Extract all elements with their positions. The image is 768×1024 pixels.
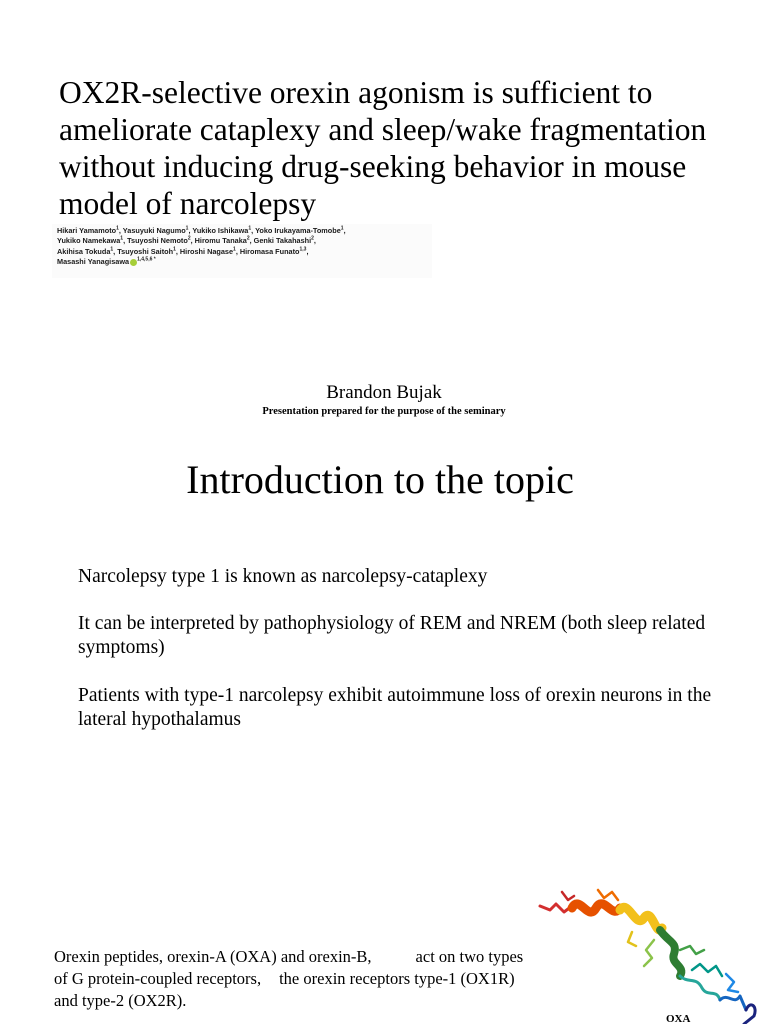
helix-yellow (620, 907, 662, 930)
coil-teal (680, 976, 720, 1000)
intro-bullet-2: It can be interpreted by pathophysiology of REM and NREM (both sleep related symptoms) (78, 613, 706, 658)
author-name: Hikari Yamamoto (57, 226, 117, 235)
author-name: Hiroshi Nagase (179, 246, 234, 256)
affiliation-mark: 1,4,5,6 * (137, 256, 156, 263)
presentation-note: Presentation prepared for the purpose of the seminary (262, 406, 506, 417)
coil-navy (744, 1005, 755, 1024)
affiliation-mark: 1 (185, 225, 189, 232)
affiliation-mark: 1 (110, 246, 114, 253)
affiliation-mark: 2 (187, 235, 191, 242)
author-name: Tsuyoshi Nemoto (127, 236, 188, 246)
intro-bullet-3: Patients with type-1 narcolepsy exhibit autoimmune loss of orexin neurons in the lateral hypothalamus (78, 685, 712, 730)
helix-green (660, 930, 681, 976)
side-chain-teal (692, 964, 722, 976)
oxa-label: OXA (666, 1013, 691, 1024)
affiliation-mark: 1 (116, 225, 119, 232)
author-line-4 (57, 257, 432, 267)
orexin-text-part-3: the orexin receptors type-1 (OX1R) and type-2 (OX2R). (54, 969, 515, 1010)
side-chain-orange (598, 890, 618, 900)
author-list (52, 224, 432, 278)
author-name: Hiromasa Funato (239, 246, 300, 256)
side-chain-yellow (628, 932, 636, 946)
side-chain-green (680, 946, 704, 954)
affiliation-mark: 1 (233, 246, 236, 253)
slide-title: OX2R-selective orexin agonism is sufficient to ameliorate cataplexy and sleep/wake fragmentation without inducing drug-seeking behavior in mouse model of narcolepsy (59, 75, 707, 221)
author-name: Yukiko Ishikawa (192, 226, 249, 235)
affiliation-mark: 1,3 (299, 246, 307, 253)
affiliation-mark: 1 (248, 225, 252, 232)
author-name: Akihisa Tokuda (57, 246, 111, 256)
author-name: Yoko Irukayama-Tomobe (255, 226, 341, 235)
orexin-text-part-1: Orexin peptides, orexin-A (OXA) and orexin-B, (54, 947, 372, 966)
side-chain-red-2 (562, 892, 574, 900)
author-name: Masashi Yanagisawa (57, 257, 130, 267)
orexin-text-part-2: act on two types of G protein-coupled receptors, (54, 947, 524, 988)
author-name: Yukiko Namekawa (57, 236, 121, 246)
presenter-name: Brandon Bujak (326, 382, 442, 403)
side-chain-lime (644, 940, 654, 966)
coil-blue (720, 996, 746, 1010)
orexin-a-structure-figure (528, 880, 768, 1024)
author-line-3: Akihisa Tokuda$^1$, Tsuyoshi Saitoh$^1$, Hiroshi Nagase$^1$, Hiromasa Funato$^{1,3}$, (57, 246, 309, 256)
side-chain-red (540, 904, 572, 912)
helix-orange (572, 904, 620, 912)
author-name: Genki Takahashi (253, 236, 312, 246)
author-line-1: Hikari Yamamoto$^1$, Yasuyuki Nagumo$^1$, Yukiko Ishikawa$^1$, Yoko Irukayama-Tomobe$^1$, (57, 225, 346, 235)
intro-bullet-1: Narcolepsy type 1 is known as narcolepsy-cataplexy (78, 566, 488, 587)
affiliation-mark: 1 (120, 235, 124, 242)
author-line-2: Yukiko Namekawa$^1$, Tsuyoshi Nemoto$^2$, Hiromu Tanaka$^2$, Genki Takahashi$^2$, (57, 235, 316, 246)
author-name: Yasuyuki Nagumo (122, 226, 186, 235)
author-name: Hiromu Tanaka (194, 236, 247, 246)
affiliation-mark: 2 (246, 235, 250, 242)
section-title: Introduction to the topic (186, 457, 574, 502)
orexin-paragraph (54, 946, 534, 1012)
side-chain-blue (726, 974, 738, 992)
affiliation-mark: 1 (173, 246, 176, 253)
affiliation-mark: 1 (340, 225, 344, 232)
author-name: Tsuyoshi Saitoh (117, 246, 174, 256)
affiliation-mark: 2 (311, 235, 314, 242)
